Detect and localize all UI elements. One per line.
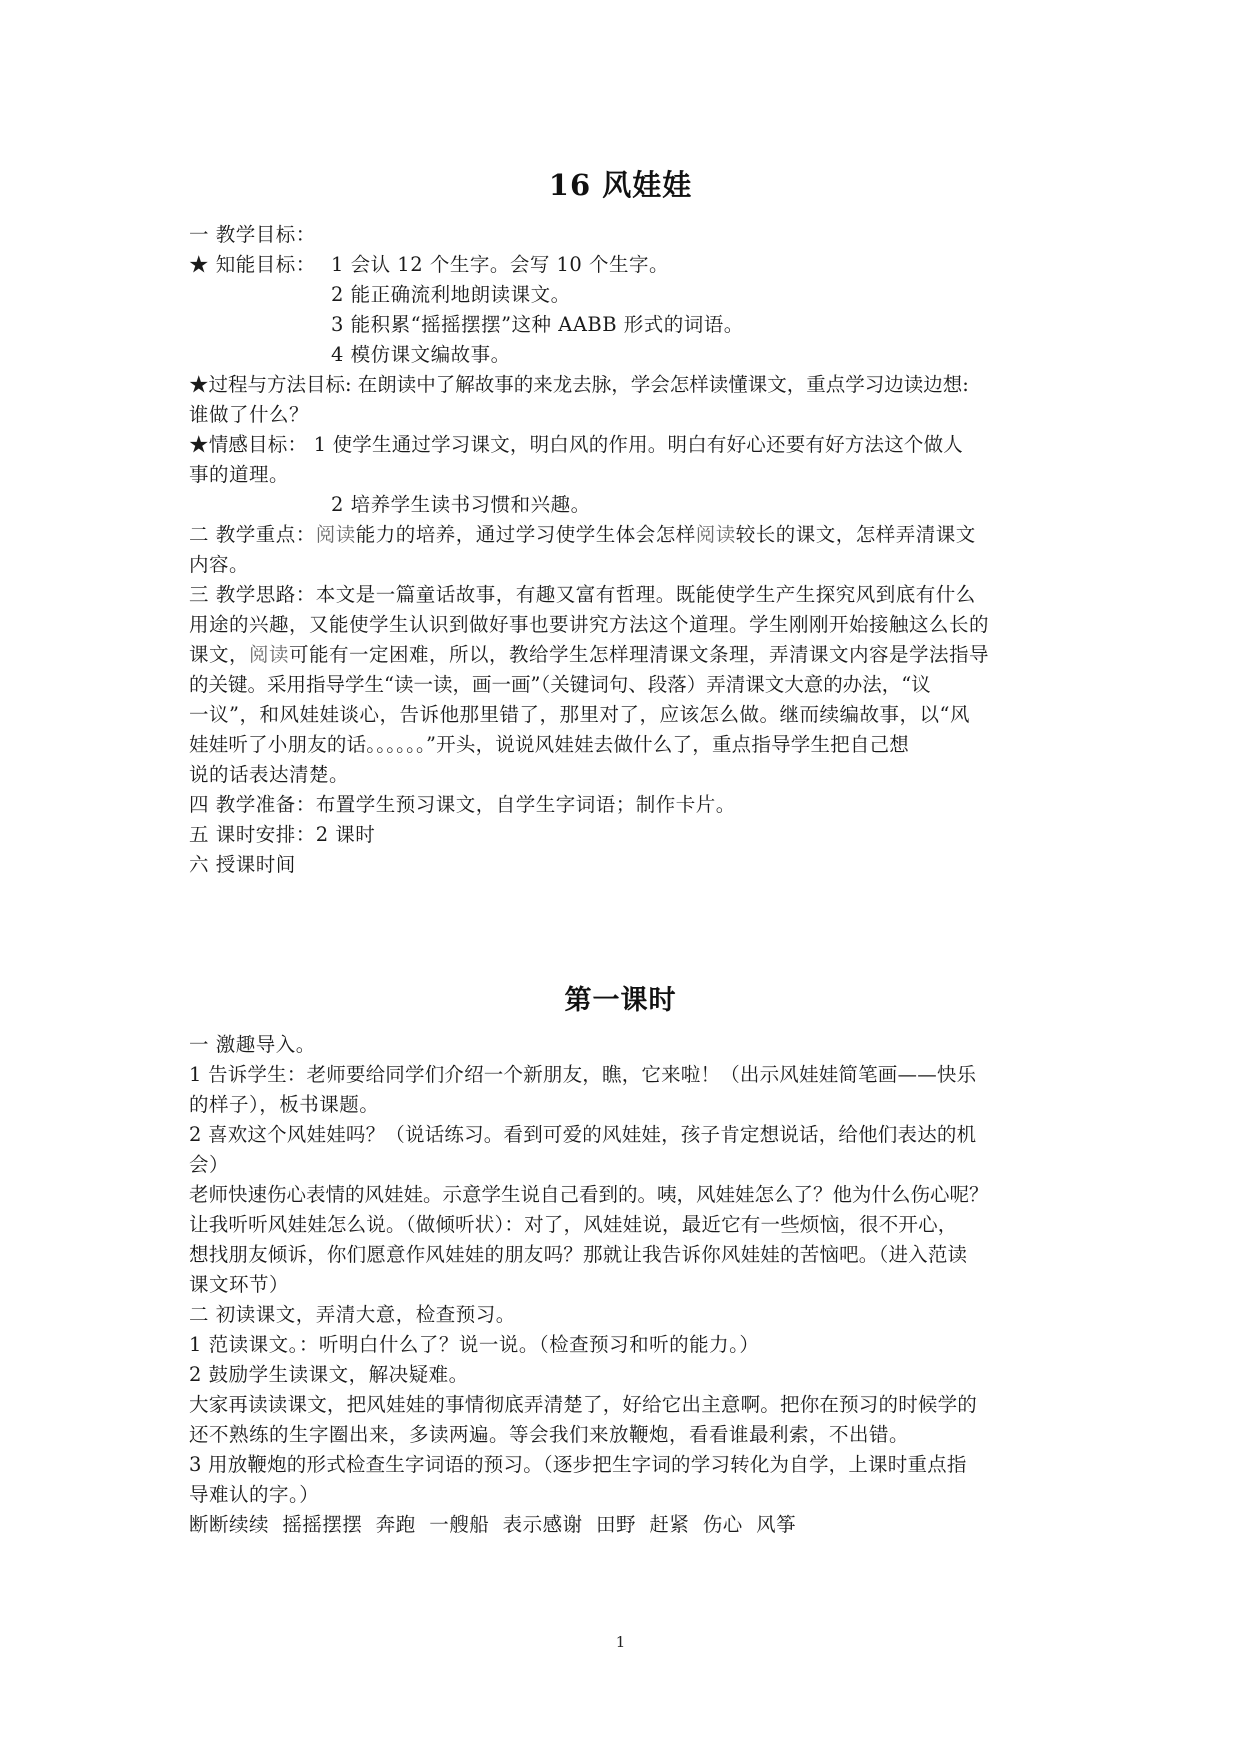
teaching-idea-line: 的关键。采用指导学生“读一读，画一画”（关键词句、段落）弄清课文大意的办法，“议 xyxy=(189,673,931,696)
lesson-line: 2 喜欢这个风娃娃吗？（说话练习。看到可爱的风娃娃，孩子肯定想说话，给他们表达的机 xyxy=(189,1123,977,1146)
emotion-goal-item: 2 培养学生读书习惯和兴趣。 xyxy=(331,493,591,516)
lesson-line: 想找朋友倾诉，你们愿意作风娃娃的朋友吗？那就让我告诉你风娃娃的苦恼吧。（进入范读 xyxy=(189,1243,968,1266)
teaching-prep: 四 教学准备：布置学生预习课文，自学生字词语；制作卡片。 xyxy=(189,793,736,816)
lesson-line: 一 激趣导入。 xyxy=(189,1033,316,1056)
idea-highlight: 阅读 xyxy=(249,643,290,666)
teaching-keypoint-line xyxy=(189,520,1054,550)
page-number: 1 xyxy=(615,1633,626,1651)
teaching-idea-line: 三 教学思路：本文是一篇童话故事，有趣又富有哲理。既能使学生产生探究风到底有什么 xyxy=(189,583,976,606)
lesson-line: 1 范读课文。：听明白什么了？说一说。（检查预习和听的能力。） xyxy=(189,1333,760,1356)
teaching-idea-line: 用途的兴趣，又能使学生认识到做好事也要讲究方法这个道理。学生刚刚开始接触这么长的 xyxy=(189,613,990,636)
keypoint-highlight: 阅读 xyxy=(695,523,736,546)
knowledge-goal-item: 2 能正确流利地朗读课文。 xyxy=(331,283,571,306)
lesson-line: 导难认的字。） xyxy=(189,1483,320,1506)
lesson-line: 还不熟练的生字圈出来，多读两遍。等会我们来放鞭炮，看看谁最利索，不出错。 xyxy=(189,1423,910,1446)
keypoint-text: 二 教学重点： xyxy=(189,523,316,546)
process-goal-line: 谁做了什么？ xyxy=(189,403,310,426)
lesson-line: 1 告诉学生：老师要给同学们介绍一个新朋友，瞧，它来啦！（出示风娃娃简笔画——快乐 xyxy=(189,1063,977,1086)
lesson-heading: 第一课时 xyxy=(564,985,677,1016)
teaching-idea-line: 娃娃听了小朋友的话。。。。。。”开头，说说风娃娃去做什么了，重点指导学生把自己想 xyxy=(189,733,909,756)
teaching-idea-line xyxy=(189,640,1054,670)
knowledge-goal-item: 1 会认 12 个生字。会写 10 个生字。 xyxy=(331,253,670,276)
lesson-line: 的样子），板书课题。 xyxy=(189,1093,380,1116)
teaching-time: 六 授课时间 xyxy=(189,853,296,876)
document-title: 16 风娃娃 xyxy=(548,168,693,202)
teaching-keypoint-line: 内容。 xyxy=(189,553,250,576)
class-schedule: 五 课时安排：2 课时 xyxy=(189,823,376,846)
teaching-idea-line: 一议”，和风娃娃谈心，告诉他那里错了，那里对了，应该怎么做。继而续编故事，以“风 xyxy=(189,703,970,726)
lesson-line: 大家再读读课文，把风娃娃的事情彻底弄清楚了，好给它出主意啊。把你在预习的时候学的 xyxy=(189,1393,978,1416)
goals-heading: 一 教学目标： xyxy=(189,223,316,246)
lesson-line: 2 鼓励学生读课文，解决疑难。 xyxy=(189,1363,469,1386)
emotion-goal-line: ★情感目标： 1 使学生通过学习课文，明白风的作用。明白有好心还要有好方法这个做人 xyxy=(189,433,964,456)
keypoint-text: 较长的课文，怎样弄清课文 xyxy=(735,523,976,546)
vocabulary-list: 断断续续 摇摇摆摆 奔跑 一艘船 表示感谢 田野 赶紧 伤心 风筝 xyxy=(189,1513,797,1536)
knowledge-goal-label: ★ 知能目标： xyxy=(189,253,316,276)
idea-text: 可能有一定困难，所以，教给学生怎样理清课文条理，弄清课文内容是学法指导 xyxy=(289,643,990,666)
keypoint-highlight: 阅读 xyxy=(315,523,356,546)
lesson-line: 老师快速伤心表情的风娃娃。示意学生说自己看到的。咦，风娃娃怎么了？他为什么伤心呢？ xyxy=(189,1183,989,1206)
emotion-goal-line: 事的道理。 xyxy=(189,463,290,486)
process-goal-line: ★过程与方法目标: 在朗读中了解故事的来龙去脉，学会怎样读懂课文，重点学习边读边想: xyxy=(189,373,969,396)
keypoint-text: 能力的培养，通过学习使学生体会怎样 xyxy=(355,523,696,546)
knowledge-goal-item: 3 能积累“摇摇摆摆”这种 AABB 形式的词语。 xyxy=(331,313,744,336)
lesson-line: 二 初读课文，弄清大意，检查预习。 xyxy=(189,1303,516,1326)
lesson-line: 会） xyxy=(189,1153,230,1176)
knowledge-goal-item: 4 模仿课文编故事。 xyxy=(331,343,511,366)
teaching-idea-line: 说的话表达清楚。 xyxy=(189,763,350,786)
idea-text: 课文， xyxy=(189,643,250,666)
lesson-line: 3 用放鞭炮的形式检查生字词语的预习。（逐步把生字词的学习转化为自学，上课时重点指 xyxy=(189,1453,967,1476)
lesson-line: 让我听听风娃娃怎么说。（做倾听状）：对了，风娃娃说，最近它有一些烦恼，很不开心， xyxy=(189,1213,958,1236)
lesson-line: 课文环节） xyxy=(189,1273,290,1296)
